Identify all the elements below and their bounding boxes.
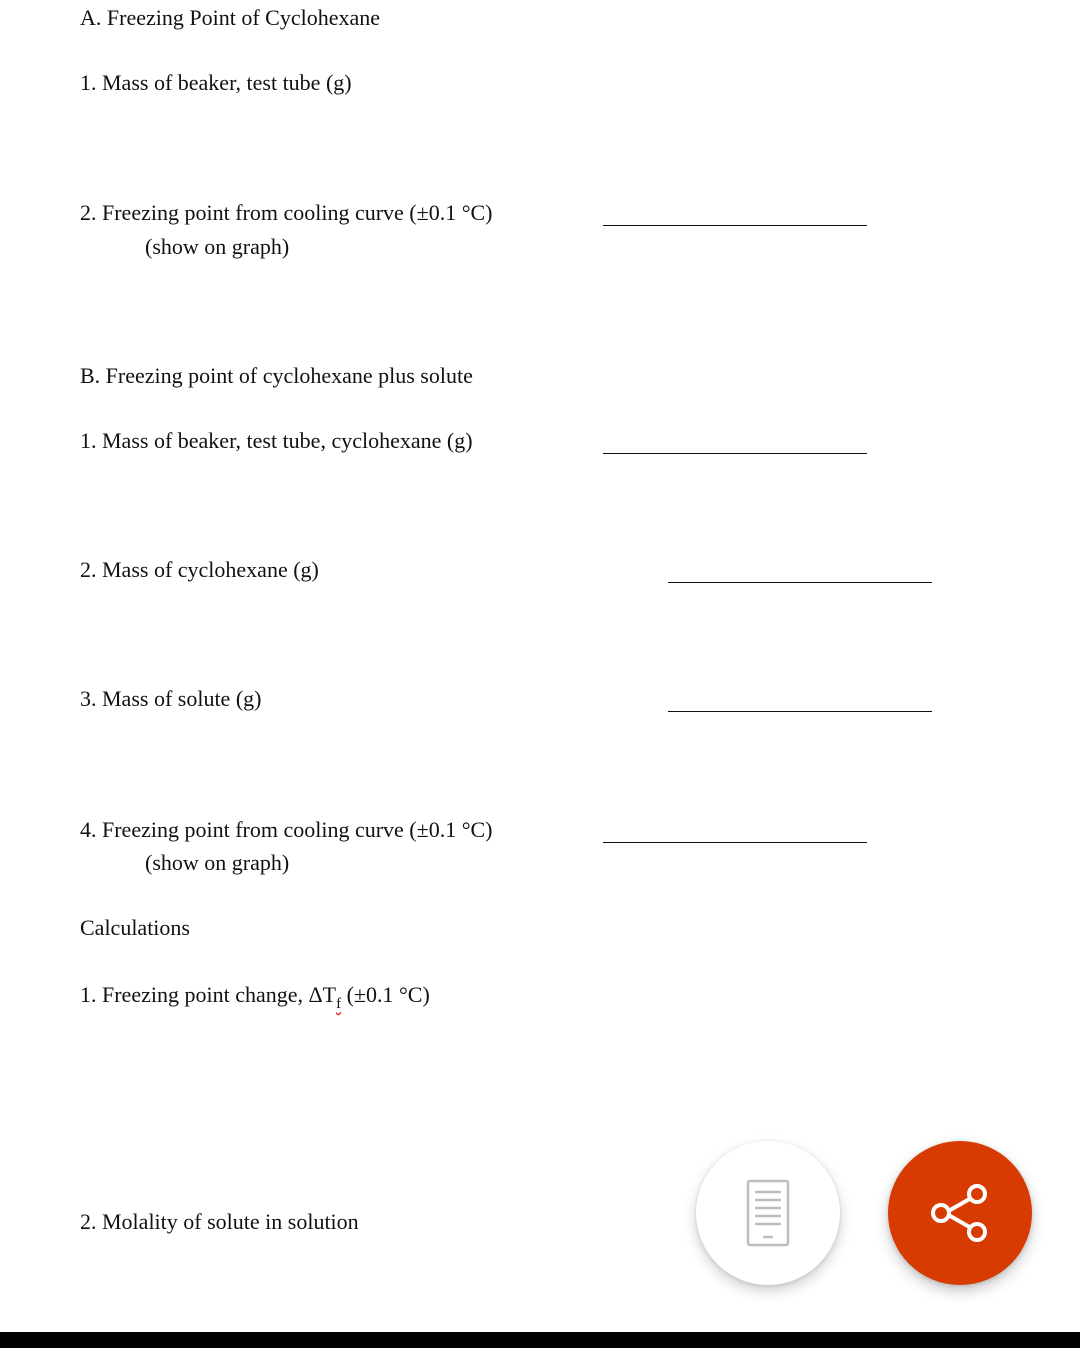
section-b-item-2: 2. Mass of cyclohexane (g)	[80, 557, 319, 582]
document-view-button[interactable]	[696, 1141, 840, 1285]
section-b-item-3: 3. Mass of solute (g)	[80, 686, 262, 711]
answer-line-b4	[603, 842, 867, 843]
calc-item-1-prefix: 1. Freezing point change, ΔT	[80, 982, 337, 1007]
document-view-icon	[746, 1179, 790, 1247]
section-b-heading: B. Freezing point of cyclohexane plus solute	[80, 363, 473, 388]
calc-item-1-suffix: (±0.1 °C)	[341, 982, 430, 1007]
section-b-item-4: 4. Freezing point from cooling curve (±0.1 °C)	[80, 817, 493, 842]
answer-line-a2	[603, 225, 867, 226]
answer-line-b1	[603, 453, 867, 454]
answer-line-b3	[668, 711, 932, 712]
calculations-item-1	[80, 981, 430, 1012]
calculations-heading: Calculations	[80, 915, 190, 940]
section-a-item-2-note: (show on graph)	[145, 234, 290, 259]
answer-line-b2	[668, 582, 932, 583]
section-a-item-1: 1. Mass of beaker, test tube (g)	[80, 70, 352, 95]
system-navigation-bar	[0, 1332, 1080, 1348]
section-b-item-4-note: (show on graph)	[145, 850, 290, 875]
calculations-item-2: 2. Molality of solute in solution	[80, 1209, 359, 1234]
section-a-item-2: 2. Freezing point from cooling curve (±0.1 °C)	[80, 200, 493, 225]
section-b-item-1: 1. Mass of beaker, test tube, cyclohexane (g)	[80, 428, 473, 453]
share-button[interactable]	[888, 1141, 1032, 1285]
section-a-heading: A. Freezing Point of Cyclohexane	[80, 5, 380, 30]
share-icon	[927, 1180, 993, 1246]
calc-item-1-subscript: f	[336, 996, 342, 1012]
